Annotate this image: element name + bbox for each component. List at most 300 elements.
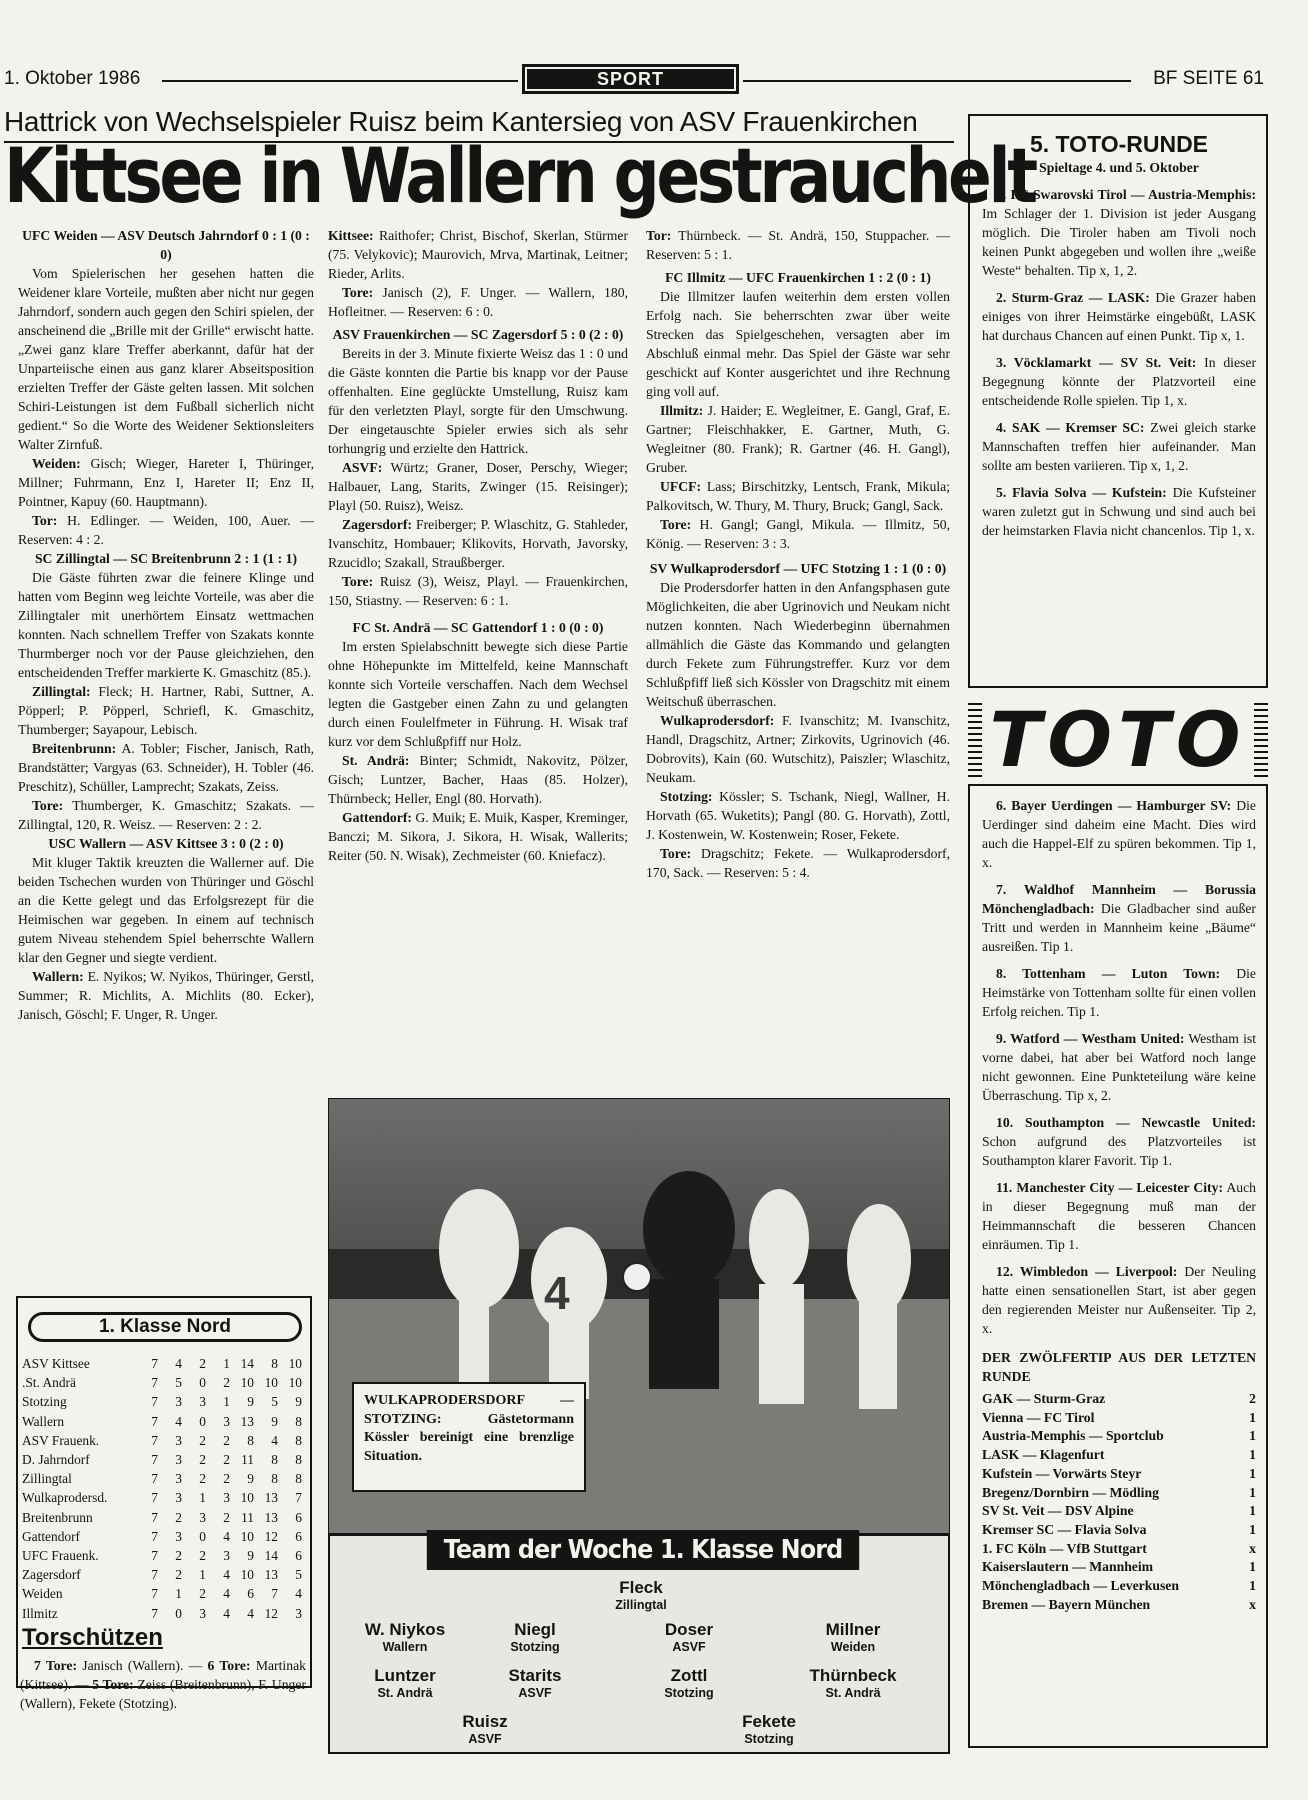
toto-game-tip: Die Kufsteiner waren zuletzt gut in Schwung und sind auch bei der heimstarken Flavia nicht chancenlos. Tip 1, x. bbox=[982, 485, 1256, 538]
result: 1 bbox=[1249, 1578, 1256, 1594]
goals-text: Thumberger, K. Gmaschitz; Szakats. — Zillingtal, 120, R. Weisz. — Reserven: 2 : 2. bbox=[18, 798, 314, 832]
table-cell: 3 bbox=[199, 1605, 206, 1621]
article-kicker: Hattrick von Wechselspieler Ruisz beim Kantersieg von ASV Frauenkirchen bbox=[4, 106, 918, 137]
table-cell: 6 bbox=[295, 1548, 302, 1564]
toto-round-box bbox=[968, 114, 1268, 688]
toto-game-tip: Die Grazer haben einiges von ihrer Heimstärke eingebüßt, LASK hat durchaus Chancen auf einen Punkt. Tip x, 1. bbox=[982, 290, 1257, 343]
table-cell: 2 bbox=[199, 1432, 206, 1448]
table-cell: 6 bbox=[295, 1528, 302, 1544]
table-cell: 5 bbox=[175, 1375, 182, 1391]
toto-game-heading: 4. SAK — Kremser SC: bbox=[996, 420, 1145, 435]
twelve-tip-row bbox=[982, 1390, 1256, 1409]
table-cell: 8 bbox=[295, 1432, 302, 1448]
player-name: Ruisz bbox=[462, 1712, 508, 1731]
lineup bbox=[18, 454, 314, 511]
player-card bbox=[778, 1666, 928, 1701]
table-cell: 14 bbox=[264, 1548, 278, 1564]
table-row bbox=[22, 1604, 306, 1623]
player-name: Zottl bbox=[670, 1666, 708, 1685]
lineup-label: St. Andrä: bbox=[342, 753, 410, 768]
lineup bbox=[18, 967, 314, 1024]
lineup-label: UFCF: bbox=[660, 479, 702, 494]
goals-label: Tore: bbox=[342, 285, 374, 300]
header-rule-left bbox=[162, 80, 518, 82]
team-of-the-week bbox=[328, 1534, 950, 1754]
lineup-text: Gisch; Wieger, Hareter I, Thüringer, Millner; Fuhrmann, Enz I, Hareter II; Enz II, Pointner, Kapuy (60. Hauptmann). bbox=[18, 456, 315, 509]
table-cell: 4 bbox=[295, 1586, 302, 1602]
toto-game-tip: In dieser Begegnung könnte der Platzvorteil eine entscheidende Rolle spielen. Tip 1, x. bbox=[982, 355, 1256, 408]
toto-game bbox=[982, 1262, 1256, 1338]
team-name: Zillingtal bbox=[22, 1471, 72, 1487]
player-card bbox=[410, 1712, 560, 1747]
goals bbox=[646, 515, 950, 553]
twelve-tip-row bbox=[982, 1577, 1256, 1596]
table-cell: 7 bbox=[271, 1586, 278, 1602]
lineup-label: Wallern: bbox=[32, 969, 84, 984]
toto-game-tip: Schon aufgrund des Platzvorteiles ist Southampton klarer Favorit. Tip 1. bbox=[982, 1134, 1256, 1168]
lineup-text: Raithofer; Christ, Bischof, Skerlan, Stürmer (75. Velykovic); Maurovich, Mrva, Martinak, Leitner; Rieder, Arlits. bbox=[328, 228, 628, 281]
goals bbox=[18, 796, 314, 834]
goals bbox=[18, 511, 314, 549]
twelve-tip-row bbox=[982, 1446, 1256, 1465]
match-report: Die Gäste führten zwar die feinere Klinge und hatten vom Beginn weg leichte Vorteile, was aber die Zillingtaler mit unerhörtem Einsatz wettmachen konnten. Nach schnellem Treffer von Szakats konnte Thurmberger noch vor der Pause gleichziehen, den entscheidenden Treffer markierte K. Gmaschitz (85.). bbox=[18, 570, 314, 680]
table-cell: 10 bbox=[264, 1375, 278, 1391]
article-column-1 bbox=[18, 226, 314, 1024]
player-card bbox=[566, 1578, 716, 1613]
table-cell: 2 bbox=[175, 1567, 182, 1583]
scorers-label: 7 Tore: bbox=[34, 1658, 78, 1673]
table-cell: 12 bbox=[264, 1528, 278, 1544]
toto-game-heading: 2. Sturm-Graz — LASK: bbox=[996, 290, 1150, 305]
twelve-tip-row bbox=[982, 1484, 1256, 1503]
toto-game bbox=[982, 418, 1256, 475]
toto-game bbox=[982, 1029, 1256, 1105]
match-heading: UFC Weiden — ASV Deutsch Jahrndorf 0 : 1 (0 : 0) bbox=[22, 228, 310, 262]
table-cell: 9 bbox=[247, 1471, 254, 1487]
team-name: Breitenbrunn bbox=[22, 1509, 93, 1525]
table-cell: 4 bbox=[223, 1528, 230, 1544]
table-cell: 3 bbox=[175, 1471, 182, 1487]
table-cell: 11 bbox=[241, 1452, 254, 1468]
player-club: ASVF bbox=[672, 1640, 706, 1654]
scorers-label: 6 Tore: bbox=[207, 1658, 251, 1673]
table-row bbox=[22, 1488, 306, 1507]
match-report: Die Illmitzer laufen weiterhin dem ersten vollen Erfolg nach. Sie beherrschten zwar über weite Strecken das Spielgeschehen, versagten aber im Abschluß einmal mehr. Das Spiel der Gäste war sehr geschickt auf Konter ausgerichtet und ihre Rechnung ging voll auf. bbox=[646, 289, 950, 399]
table-cell: 5 bbox=[271, 1394, 278, 1410]
toto-game-tip: Die Gladbacher sind außer Tritt und werden in Mannheim keine „Bäume“ ausreißen. Tip 1. bbox=[982, 901, 1256, 954]
result: 1 bbox=[1249, 1447, 1256, 1463]
lineup bbox=[328, 808, 628, 865]
table-row bbox=[22, 1354, 306, 1373]
table-cell: 13 bbox=[240, 1413, 254, 1429]
toto-game-heading: 7. Waldhof Mannheim — Borussia Mönchengladbach: bbox=[982, 882, 1256, 916]
lineup bbox=[328, 515, 628, 572]
lineup-label: ASVF: bbox=[342, 460, 383, 475]
lineup bbox=[646, 401, 950, 477]
toto-round-title: 5. TOTO-RUNDE bbox=[1029, 131, 1209, 157]
toto-game-heading: 9. Watford — Westham United: bbox=[996, 1031, 1185, 1046]
table-cell: 10 bbox=[240, 1490, 254, 1506]
match-report: Mit kluger Taktik kreuzten die Wallerner auf. Die beiden Tschechen wurden von Thüringer und Göschl an die Kette gelegt und das Erfolgsrezept für die Heimischen war gegeben. In einem auf technisch gutem Niveau stehendem Spiel beherrschte Wallern klar den Gegner und siegte verdient. bbox=[18, 855, 314, 965]
table-cell: 12 bbox=[264, 1605, 278, 1621]
lineup-text: G. Muik; E. Muik, Kasper, Kreminger, Banczi; M. Sikora, J. Sikora, H. Wisak, Wallerits; Reiter (50. N. Wisak), Zechmeister (60. Kniefacz). bbox=[328, 810, 628, 863]
lineup bbox=[646, 477, 950, 515]
toto-game-heading: 3. Vöcklamarkt — SV St. Veit: bbox=[996, 355, 1197, 370]
goals-text: Dragschitz; Fekete. — Wulkaprodersdorf, 170, Sack. — Reserven: 5 : 4. bbox=[646, 846, 950, 880]
toto-game-tip: Auch in dieser Begegnung muß man der Heimmannschaft die besseren Chancen einräumen. Tip 1. bbox=[982, 1180, 1256, 1252]
lineup-label: Weiden: bbox=[32, 456, 81, 471]
goals-label: Tor: bbox=[646, 228, 672, 243]
twelve-tip-row bbox=[982, 1540, 1256, 1559]
table-cell: 3 bbox=[295, 1605, 302, 1621]
goals-text: H. Edlinger. — Weiden, 100, Auer. — Reserven: 4 : 2. bbox=[18, 513, 315, 547]
team-name: Weiden bbox=[22, 1586, 63, 1602]
table-cell: 1 bbox=[223, 1356, 230, 1371]
toto-game-heading: 10. Southampton — Newcastle United: bbox=[996, 1115, 1256, 1130]
team-name: ASV Frauenk. bbox=[22, 1432, 100, 1448]
table-cell: 8 bbox=[247, 1432, 254, 1448]
table-row bbox=[22, 1527, 306, 1546]
result: 1 bbox=[1249, 1503, 1256, 1519]
goals-text: Ruisz (3), Weisz, Playl. — Frauenkirchen, 150, Stiastny. — Reserven: 6 : 1. bbox=[328, 574, 629, 608]
table-cell: 7 bbox=[151, 1356, 158, 1371]
toto-game bbox=[982, 796, 1256, 872]
fixture: 1. FC Köln — VfB Stuttgart bbox=[982, 1540, 1147, 1556]
table-cell: 5 bbox=[295, 1567, 302, 1583]
match-heading: SC Zillingtal — SC Breitenbrunn 2 : 1 (1 : 1) bbox=[34, 551, 298, 566]
toto-game-heading: 12. Wimbledon — Liverpool: bbox=[996, 1264, 1178, 1279]
table-cell: 7 bbox=[151, 1567, 158, 1583]
twelve-tip-row bbox=[982, 1596, 1256, 1615]
table-cell: 10 bbox=[288, 1356, 302, 1371]
twelve-tip-row bbox=[982, 1465, 1256, 1484]
table-cell: 2 bbox=[175, 1548, 182, 1564]
lineup-label: Breitenbrunn: bbox=[32, 741, 117, 756]
goals-text: Janisch (2), F. Unger. — Wallern, 180, Hofleitner. — Reserven: 6 : 0. bbox=[328, 285, 628, 319]
result: 2 bbox=[1249, 1391, 1256, 1406]
table-cell: 7 bbox=[151, 1432, 158, 1448]
toto-game-tip: Die Heimstärke von Tottenham sollte für einen vollen Erfolg reichen. Tip 1. bbox=[982, 966, 1256, 1019]
goals-label: Tore: bbox=[32, 798, 64, 813]
table-cell: 4 bbox=[175, 1356, 182, 1371]
goals bbox=[646, 226, 950, 264]
table-cell: 2 bbox=[199, 1548, 206, 1564]
lineup-text: Fleck; H. Hartner, Rabi, Suttner, A. Pöpperl; P. Pöpperl, Schriefl, K. Gmaschitz, Thumberger; Sayapour, Lebisch. bbox=[18, 684, 314, 737]
table-cell: 3 bbox=[175, 1432, 182, 1448]
lineup-label: Zagersdorf: bbox=[342, 517, 412, 532]
table-cell: 13 bbox=[264, 1567, 278, 1583]
lineup bbox=[18, 682, 314, 739]
table-cell: 1 bbox=[223, 1394, 230, 1410]
goals-label: Tore: bbox=[342, 574, 374, 589]
table-cell: 10 bbox=[240, 1567, 254, 1583]
table-cell: 10 bbox=[240, 1528, 254, 1544]
toto-game bbox=[982, 185, 1256, 280]
table-cell: 2 bbox=[175, 1509, 182, 1525]
fixture: Bregenz/Dornbirn — Mödling bbox=[982, 1484, 1159, 1500]
table-cell: 11 bbox=[241, 1509, 254, 1525]
table-cell: 3 bbox=[223, 1490, 230, 1506]
scorers-list bbox=[20, 1656, 306, 1713]
toto-logo-text: TOTO bbox=[982, 695, 1255, 784]
player-card bbox=[694, 1712, 844, 1747]
table-row bbox=[22, 1546, 306, 1565]
fixture: SV St. Veit — DSV Alpine bbox=[982, 1503, 1134, 1519]
table-cell: 8 bbox=[271, 1452, 278, 1468]
player-name: Starits bbox=[508, 1666, 562, 1685]
player-card bbox=[330, 1620, 480, 1655]
table-cell: 2 bbox=[199, 1471, 206, 1487]
lineup bbox=[328, 751, 628, 808]
table-row bbox=[22, 1431, 306, 1450]
table-cell: 3 bbox=[223, 1548, 230, 1564]
standings-table bbox=[22, 1354, 306, 1623]
match-heading: ASV Frauenkirchen — SC Zagersdorf 5 : 0 (2 : 0) bbox=[332, 327, 624, 342]
goals-text: H. Gangl; Gangl, Mikula. — Illmitz, 50, König. — Reserven: 3 : 3. bbox=[646, 517, 950, 551]
table-row bbox=[22, 1450, 306, 1469]
lineup bbox=[328, 226, 628, 283]
table-cell: 7 bbox=[151, 1509, 158, 1525]
player-card bbox=[614, 1666, 764, 1701]
table-cell: 0 bbox=[199, 1413, 206, 1429]
team-of-the-week-title: Team der Woche 1. Klasse Nord bbox=[427, 1530, 859, 1570]
team-name: D. Jahrndorf bbox=[22, 1452, 90, 1468]
table-cell: 1 bbox=[199, 1490, 206, 1506]
table-cell: 10 bbox=[240, 1375, 254, 1391]
lineup-text: Binter; Schmidt, Nakovitz, Pölzer, Gisch; Luntzer, Bacher, Haas (85. Holzer), Thürnbeck; Heller, Engl (80. Horvath). bbox=[328, 753, 628, 806]
player-club: ASVF bbox=[518, 1686, 552, 1700]
lineup-label: Gattendorf: bbox=[342, 810, 412, 825]
table-cell: 4 bbox=[271, 1432, 278, 1448]
lineup-text: Kössler; S. Tschank, Niegl, Wallner, H. Horvath (65. Wuketits); Pangl (80. G. Horvath), Zottl, J. Kostenwein, W. Kostenwein; Roser, Fekete. bbox=[646, 789, 950, 842]
toto-tips-box bbox=[968, 784, 1268, 1748]
fixture: Mönchengladbach — Leverkusen bbox=[982, 1578, 1179, 1594]
lineup-text: F. Ivanschitz; M. Ivanschitz, Handl, Dragschitz, Artner; Zirkovits, Ugrinovich (46. Dobrovits), Kain (60. Wutschitz), Paiszler; Wlaschitz, Neukam. bbox=[646, 713, 951, 785]
player-club: Stotzing bbox=[510, 1640, 560, 1654]
table-cell: 7 bbox=[151, 1548, 158, 1564]
lineup-label: Illmitz: bbox=[660, 403, 704, 418]
toto-game bbox=[982, 353, 1256, 410]
table-cell: 7 bbox=[151, 1413, 158, 1429]
twelve-tip-row bbox=[982, 1409, 1256, 1428]
table-row bbox=[22, 1392, 306, 1411]
toto-game-heading: 1. FC Swarovski Tirol — Austria-Memphis: bbox=[996, 187, 1256, 202]
result: 1 bbox=[1249, 1428, 1256, 1444]
table-cell: 7 bbox=[151, 1528, 158, 1544]
result: 1 bbox=[1249, 1409, 1256, 1425]
table-cell: 6 bbox=[247, 1586, 254, 1602]
player-club: Wallern bbox=[382, 1640, 428, 1654]
fixture: LASK — Klagenfurt bbox=[982, 1447, 1105, 1463]
toto-game-tip: Im Schlager der 1. Division ist jeder Ausgang möglich. Die Tiroler haben am Tivoli noch keinen Punkt abgegeben und wollen ihre „weiße Weste“ behalten. Tip x, 1, 2. bbox=[982, 206, 1256, 278]
table-cell: 0 bbox=[175, 1605, 182, 1621]
table-cell: 8 bbox=[295, 1471, 302, 1487]
match-report: Bereits in der 3. Minute fixierte Weisz das 1 : 0 und die Gäste konnten die Partie bis knapp vor der Pause offenhalten. Eine geglückte Umstellung, Ruisz kam für den verletzten Playl, sorgte für den Umschwung. Der eingetauschte Spieler erwies sich als sehr torhungrig und erzielte den Hattrick. bbox=[328, 346, 628, 456]
toto-round-subtitle: Spieltage 4. und 5. Oktober bbox=[1039, 160, 1199, 175]
result: x bbox=[1249, 1540, 1256, 1556]
fixture: GAK — Sturm-Graz bbox=[982, 1391, 1106, 1406]
table-cell: 3 bbox=[175, 1528, 182, 1544]
player-club: Weiden bbox=[830, 1640, 876, 1654]
toto-game-tip: Zwei gleich starke Mannschaften treffen hier aufeinander. Man sollte am besten variieren. Tip x, 1, 2. bbox=[982, 420, 1256, 473]
fixture: Kaiserslautern — Mannheim bbox=[982, 1559, 1154, 1575]
goals bbox=[646, 844, 950, 882]
result: 1 bbox=[1249, 1559, 1256, 1575]
lineup-text: Freiberger; P. Wlaschitz, G. Stahleder, Ivanschitz, Hombauer; Klikovits, Horvath, Javorsky, Rzucidlo; Szakall, Straußberger. bbox=[328, 517, 629, 570]
player-card bbox=[778, 1620, 928, 1655]
toto-game bbox=[982, 1178, 1256, 1254]
scorers-label: 5 Tore: bbox=[92, 1677, 134, 1692]
table-row bbox=[22, 1373, 306, 1392]
lineup-text: J. Haider; E. Wegleitner, E. Gangl, Graf, E. Gartner; Fleischhakker, E. Gartner, Muth, G. Wegleitner (80. Frank); R. Gartner (46. H. Gangl), Gruber. bbox=[646, 403, 951, 475]
team-name: Wulkaprodersd. bbox=[22, 1490, 108, 1506]
team-name: Illmitz bbox=[22, 1605, 58, 1621]
section-label-box bbox=[522, 64, 739, 94]
twelve-tip-list bbox=[982, 1390, 1256, 1614]
table-cell: 9 bbox=[295, 1394, 302, 1410]
lineup-label: Kittsee: bbox=[328, 228, 374, 243]
player-club: St. Andrä bbox=[825, 1686, 881, 1700]
lineup bbox=[646, 787, 950, 844]
toto-games-list bbox=[982, 796, 1256, 1338]
fixture: Kufstein — Vorwärts Steyr bbox=[982, 1465, 1142, 1481]
team-name: .St. Andrä bbox=[22, 1375, 76, 1391]
lineup-text: A. Tobler; Fischer, Janisch, Rath, Brandstätter; Vargyas (63. Schneider), H. Tobler (46. Preschitz), Schüller, Lamprecht; Szakats, Zeiss. bbox=[18, 741, 315, 794]
goals-label: Tore: bbox=[660, 846, 692, 861]
player-card bbox=[460, 1620, 610, 1655]
lineup-text: Würtz; Graner, Doser, Perschy, Wieger; Halbauer, Lang, Starits, Zwinger (15. Reisinger); Playl (50. Ruisz), Weisz. bbox=[328, 460, 628, 513]
page-number: BF SEITE 61 bbox=[1153, 68, 1264, 89]
twelve-tip-row bbox=[982, 1521, 1256, 1540]
goals bbox=[328, 572, 628, 610]
table-cell: 8 bbox=[295, 1452, 302, 1468]
table-cell: 2 bbox=[199, 1452, 206, 1468]
fixture: Vienna — FC Tirol bbox=[982, 1409, 1095, 1425]
twelve-tip-row bbox=[982, 1558, 1256, 1577]
goals bbox=[328, 283, 628, 321]
player-card bbox=[330, 1666, 480, 1701]
result: x bbox=[1249, 1596, 1256, 1612]
player-name: Fekete bbox=[742, 1712, 796, 1731]
article-column-3 bbox=[646, 226, 950, 882]
header-rule-right bbox=[743, 80, 1131, 82]
player-name: Luntzer bbox=[374, 1666, 436, 1685]
lineup-label: Wulkaprodersdorf: bbox=[660, 713, 775, 728]
player-club: Stotzing bbox=[664, 1686, 714, 1700]
table-cell: 2 bbox=[223, 1432, 230, 1448]
team-name: Wallern bbox=[22, 1413, 65, 1429]
twelve-tip-row bbox=[982, 1502, 1256, 1521]
table-cell: 9 bbox=[247, 1548, 254, 1564]
standings-title: 1. Klasse Nord bbox=[28, 1312, 302, 1342]
table-cell: 13 bbox=[264, 1509, 278, 1525]
section-label: SPORT bbox=[525, 67, 736, 91]
ball-icon bbox=[623, 1263, 651, 1291]
lineup-text: Lass; Birschitzky, Lentsch, Frank, Mikula; Palkovitsch, W. Thury, M. Thury, Bruck; Gangl, Sack. bbox=[646, 479, 950, 513]
toto-game bbox=[982, 964, 1256, 1021]
player-name: Fleck bbox=[619, 1578, 663, 1597]
twelve-tip-row bbox=[982, 1427, 1256, 1446]
table-cell: 8 bbox=[295, 1413, 302, 1429]
table-cell: 7 bbox=[151, 1471, 158, 1487]
toto-game-heading: 6. Bayer Uerdingen — Hamburger SV: bbox=[996, 798, 1232, 813]
table-cell: 13 bbox=[264, 1490, 278, 1506]
toto-game-tip: Die Uerdinger sind daheim eine Macht. Dies wird auch die Happel-Elf zu spüren bekommen. Tip 1, x. bbox=[982, 798, 1256, 870]
table-row bbox=[22, 1565, 306, 1584]
table-cell: 4 bbox=[247, 1605, 254, 1621]
article-headline: Kittsee in Wallern gestrauchelt bbox=[4, 131, 1035, 220]
lineup bbox=[18, 739, 314, 796]
toto-game bbox=[982, 288, 1256, 345]
table-cell: 4 bbox=[223, 1586, 230, 1602]
toto-game-heading: 8. Tottenham — Luton Town: bbox=[996, 966, 1221, 981]
result: 1 bbox=[1249, 1484, 1256, 1500]
player-name: W. Niykos bbox=[364, 1620, 446, 1639]
toto-logo bbox=[968, 695, 1268, 784]
fixture: Bremen — Bayern München bbox=[982, 1596, 1151, 1612]
table-cell: 2 bbox=[223, 1509, 230, 1525]
table-cell: 0 bbox=[199, 1528, 206, 1544]
match-report: Vom Spielerischen her gesehen hatten die Weidener klare Vorteile, mußten aber nicht nur gegen Jahrndorf, sondern auch gegen den Schiri spielen, der anscheinend die „Brille mit der Grille“ erwischt hatte. „Zwei ganz klare Treffer aberkannt, dafür hat der Unparteiische einen aus ganz klarer Abseitsposition erzielten Treffer der Gäste gelten lassen. Mit solchen Schiri-Leistungen ist dem Fußball sicherlich nicht gedient.“ So die Worte des Weidener Sektionsleiters Walter Zirnfuß. bbox=[18, 266, 314, 452]
result: 1 bbox=[1249, 1521, 1256, 1537]
player-club: Zillingtal bbox=[615, 1598, 667, 1612]
player-card bbox=[614, 1620, 764, 1655]
lineup-label: Zillingtal: bbox=[32, 684, 91, 699]
scorers-names: Janisch (Wallern). — bbox=[82, 1658, 203, 1673]
twelve-tip-title: DER ZWÖLFERTIP AUS DER LETZTEN RUNDE bbox=[982, 1350, 1256, 1384]
table-cell: 7 bbox=[295, 1490, 302, 1506]
table-cell: 3 bbox=[175, 1490, 182, 1506]
lineup bbox=[328, 458, 628, 515]
table-cell: 2 bbox=[223, 1471, 230, 1487]
article-column-2 bbox=[328, 226, 628, 865]
team-name: UFC Frauenk. bbox=[22, 1548, 99, 1564]
table-cell: 7 bbox=[151, 1375, 158, 1391]
toto-game-heading: 5. Flavia Solva — Kufstein: bbox=[996, 485, 1167, 500]
scorers-names: Martinak (Kittsee). — bbox=[20, 1658, 306, 1692]
team-name: Gattendorf bbox=[22, 1528, 81, 1544]
table-cell: 7 bbox=[151, 1452, 158, 1468]
table-cell: 8 bbox=[271, 1356, 278, 1371]
player-name: Niegl bbox=[514, 1620, 556, 1639]
table-row bbox=[22, 1412, 306, 1431]
match-heading: USC Wallern — ASV Kittsee 3 : 0 (2 : 0) bbox=[48, 836, 284, 851]
lineup-text: E. Nyikos; W. Nyikos, Thüringer, Gerstl, Summer; R. Michlits, A. Michlits (80. Ecker), Janisch, Göschl; F. Unger, R. Unger. bbox=[18, 969, 314, 1022]
scorers-names: Zeiss (Breitenbrunn), F. Unger (Wallern), Fekete (Stotzing). bbox=[20, 1677, 307, 1711]
player-name: Doser bbox=[664, 1620, 714, 1639]
table-cell: 2 bbox=[199, 1586, 206, 1602]
table-cell: 14 bbox=[240, 1356, 254, 1371]
match-report: Die Prodersdorfer hatten in den Anfangsphasen gute Möglichkeiten, die aber Ugrinovich und Neukam nicht nutzen konnten. Nach Wiederbeginn übernahmen allmählich die Gäste das Kommando und gelangten durch Fekete zum Führungstreffer. Kurz vor dem Schlußpfiff ließ sich Kössler von Dragschitz mit einem Weitschuß überraschen. bbox=[646, 580, 950, 709]
table-cell: 7 bbox=[151, 1586, 158, 1602]
fixture: Kremser SC — Flavia Solva bbox=[982, 1521, 1147, 1537]
toto-game bbox=[982, 483, 1256, 540]
table-cell: 3 bbox=[175, 1452, 182, 1468]
goals-text: Thürnbeck. — St. Andrä, 150, Stuppacher. — Reserven: 5 : 1. bbox=[646, 228, 950, 262]
scorers-title: Torschützen bbox=[22, 1624, 163, 1651]
player-name: Millner bbox=[825, 1620, 881, 1639]
table-cell: 9 bbox=[271, 1413, 278, 1429]
team-name: Zagersdorf bbox=[22, 1567, 81, 1583]
table-cell: 7 bbox=[151, 1490, 158, 1506]
table-row bbox=[22, 1508, 306, 1527]
player-name: Thürnbeck bbox=[809, 1666, 897, 1685]
team-name: ASV Kittsee bbox=[22, 1356, 90, 1371]
lineup-label: Stotzing: bbox=[660, 789, 713, 804]
toto-game bbox=[982, 1113, 1256, 1170]
table-cell: 0 bbox=[199, 1375, 206, 1391]
table-cell: 9 bbox=[247, 1394, 254, 1410]
